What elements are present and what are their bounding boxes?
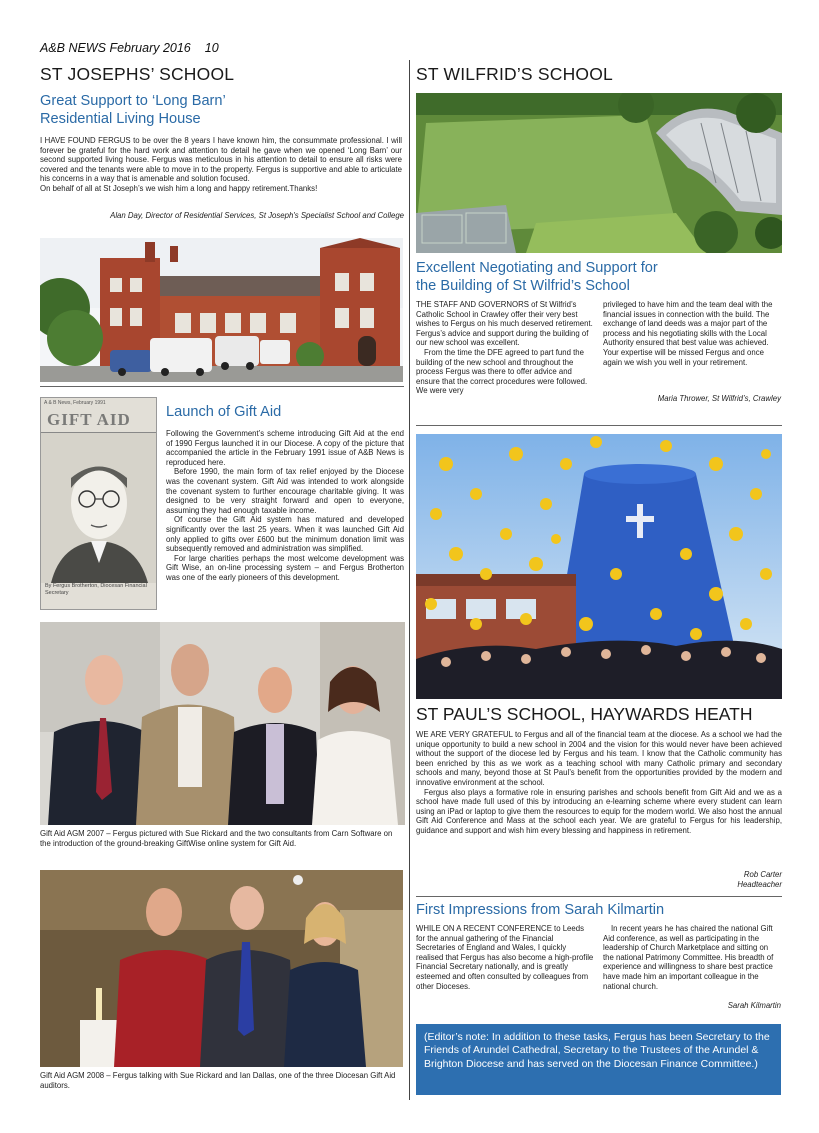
gift-aid-paragraph: Following the Government’s scheme introducing Gift Aid at the end of 1990 Fergus launched it in our Diocese. A copy of the picture that accompanied the article in the February 1991 issue of A&B News is reproduced here.: [166, 429, 404, 467]
section-divider: [416, 425, 782, 426]
st-wilfrids-paragraph: privileged to have him and the team deal with the financial issues in connection with the build. The exchange of land deeds was a major part of the process and his negotiating skills with the Local Authority ensured that best value was achieved. Your expertise will be missed Fergus and once again we wish you well in your retirement.: [603, 300, 773, 367]
st-pauls-signature-role: Headteacher: [737, 879, 782, 889]
st-josephs-building-photo: [40, 238, 403, 382]
clipping-caption: By Fergus Brotherton, Diocesan Financial Secretary: [45, 583, 147, 596]
gift-aid-paragraph: Of course the Gift Aid system has matured and developed significantly over the last 25 years. When it was launched Gift Aid only applied to gifts over £600 but the minimum donation limit was subsequently removed and administration was simplified.: [166, 515, 404, 554]
gift-aid-article: [166, 429, 404, 583]
publication-title: A&B NEWS February 2016: [40, 41, 191, 55]
st-wilfrids-paragraph: THE STAFF AND GOVERNORS of St Wilfrid’s Catholic School in Crawley offer their very best wishes to Fergus on his much deserved retirement. Fergus’s advice and support during the building of our new school was excellent.: [416, 300, 593, 348]
st-wilfrids-signature: Maria Thrower, St Wilfrid’s, Crawley: [657, 394, 781, 403]
kilmartin-article-col1: WHILE ON A RECENT CONFERENCE to Leeds for the annual gathering of the Financial Secretaries of England and Wales, I quickly realised that Fergus has also become a high-profile Financial Secretary nationally, and is greatly esteemed and often consulted by colleagues from other Dioceses.: [416, 924, 594, 991]
gift-aid-agm-2008-caption: Gift Aid AGM 2008 – Fergus talking with Sue Rickard and Ian Dallas, one of the three Diocesan Gift Aid auditors.: [40, 1071, 396, 1090]
st-pauls-article: [416, 730, 782, 836]
editors-note-box: (Editor’s note: In addition to these tasks, Fergus has been Secretary to the Friends of Arundel Cathedral, Secretary to the Trustees of the Arundel & Brighton Diocese and has served on the Diocesan Finance Committee.): [416, 1024, 781, 1095]
long-barn-paragraph: I HAVE FOUND FERGUS to be over the 8 years I have known him, the consummate professional. I will forever be grateful for the hard work and attention to detail he gave when we opened ‘Long Barn’ our second supported living house. Fergus was meticulous in his attention to detail to ensure all risks were covered and the tenants were able to move in to the property. Fergus is supportive and able to articulate his concerns in a way that is amenable and solution focused.: [40, 136, 402, 184]
long-barn-heading-line1: Great Support to ‘Long Barn’: [40, 93, 226, 109]
gift-aid-paragraph: For large charities perhaps the most welcome development was Gift Wise, an on-line processing system – and Fergus Brotherton was one of the early pioneers of this development.: [166, 553, 404, 582]
kilmartin-heading: First Impressions from Sarah Kilmartin: [416, 902, 665, 918]
st-pauls-signature-name: Rob Carter: [743, 870, 782, 879]
st-wilfrids-heading-line1: Excellent Negotiating and Support for: [416, 260, 658, 276]
gift-aid-clipping: [40, 397, 157, 610]
st-wilfrids-heading-line2: the Building of St Wilfrid’s School: [416, 278, 630, 294]
st-wilfrids-article-col1: [416, 300, 594, 396]
column-divider: [409, 60, 410, 1100]
long-barn-heading-line2: Residential Living House: [40, 111, 201, 127]
gift-aid-agm-2008-photo: [40, 870, 403, 1067]
kilmartin-article-col2: In recent years he has chaired the national Gift Aid conference, as well as participating in the leadership of Church Marketplace and sitting on the national Patrimony Committee. His breadth of experience and willingness to share best practice have made him an important colleague in the national church.: [603, 924, 774, 991]
st-pauls-paragraph: Fergus also plays a formative role in ensuring parishes and schools benefit from Gift Aid and we as a school have made full used of this by introducing an e-learning scheme where every student can learn using an iPad or laptop to give them the resources to equip for the modern world. We also host the annual Gift Aid Conference and Mass at the school each year. We are grateful to Fergus for his leadership, guidance and support and wish him every blessing and happiness in retirement.: [416, 787, 782, 835]
long-barn-article: [40, 136, 402, 194]
st-pauls-heading: ST PAUL’S SCHOOL, HAYWARDS HEATH: [416, 704, 753, 724]
kilmartin-signature: Sarah Kilmartin: [727, 1001, 781, 1010]
st-pauls-paragraph: WE ARE VERY GRATEFUL to Fergus and all of the financial team at the diocese. As a school we had the unique opportunity to build a new school in 2004 and the vision for this would never have been achieved without the support of the diocese led by Fergus and his team. I know that the Catholic community has been enriched by this as we work as a teaching school with many Catholic primary and secondary schools and many, beyond those at St Paul’s benefit from the opportunities provided by the modern and innovative environment at the school.: [416, 730, 782, 787]
st-wilfrids-school-title: ST WILFRID’S SCHOOL: [416, 64, 613, 84]
long-barn-paragraph: On behalf of all at St Joseph’s we wish him a long and happy retirement.Thanks!: [40, 183, 318, 193]
st-pauls-signature: [416, 870, 782, 889]
page-number: 10: [204, 41, 219, 55]
st-josephs-school-title: ST JOSEPHS’ SCHOOL: [40, 64, 235, 84]
page-header: [40, 41, 219, 55]
st-wilfrids-heading: [416, 259, 782, 295]
st-pauls-balloons-photo: [416, 434, 782, 699]
gift-aid-heading: Launch of Gift Aid: [166, 404, 282, 420]
section-divider: [416, 896, 782, 897]
long-barn-heading: [40, 92, 400, 128]
section-divider: [40, 386, 404, 387]
gift-aid-agm-2007-photo: [40, 622, 405, 825]
clipping-title: GIFT AID: [41, 408, 156, 433]
clipping-header: A & B News, February 1991: [44, 400, 106, 406]
gift-aid-paragraph: Before 1990, the main form of tax relief enjoyed by the Diocese was the covenant system. Gift Aid was intended to work alongside the covenant system to further encourage charitable giving. It was designed to be very straight forward and open to everyone, assuming they had enough taxable income.: [166, 467, 404, 515]
st-wilfrids-paragraph: From the time the DFE agreed to part fund the building of the new school and throughout the process Fergus was there to offer advice and ensure that the correct procedures were followed. We were very: [416, 347, 588, 396]
st-wilfrids-aerial-photo: [416, 93, 782, 253]
st-wilfrids-article-col2: [603, 300, 781, 367]
long-barn-signature: Alan Day, Director of Residential Services, St Joseph's Specialist School and College: [110, 211, 404, 220]
gift-aid-agm-2007-caption: Gift Aid AGM 2007 – Fergus pictured with Sue Rickard and the two consultants from Carn Software on the introduction of the ground-breaking GiftWise online system for Gift Aid.: [40, 829, 393, 848]
